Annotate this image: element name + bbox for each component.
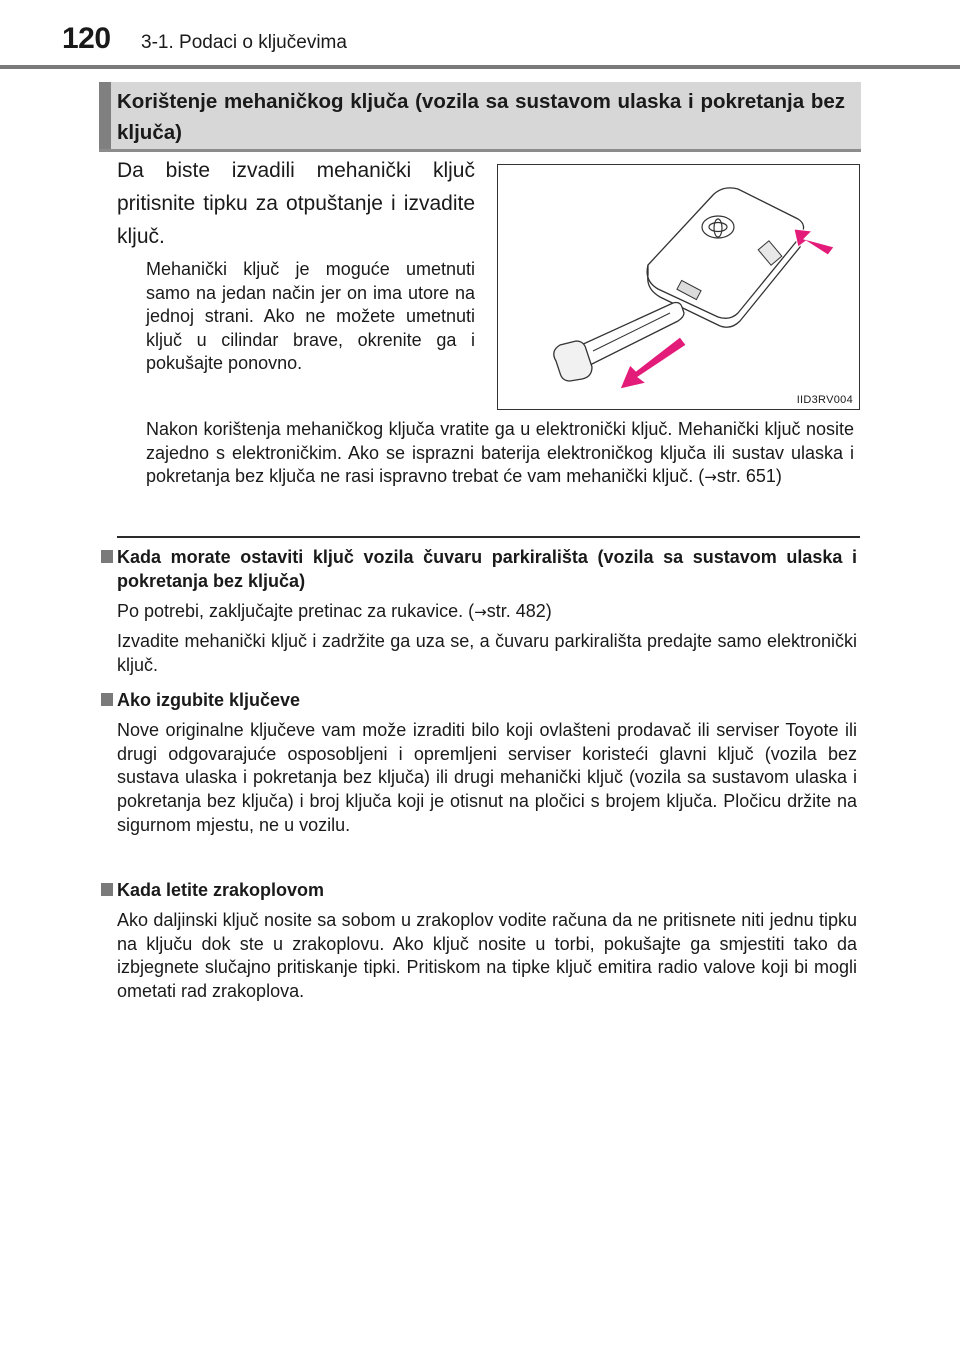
section-title-accent-bar xyxy=(99,82,111,149)
item-heading xyxy=(101,879,857,903)
glovebox-page-ref[interactable]: str. 482) xyxy=(486,600,552,621)
page-number: 120 xyxy=(62,22,111,55)
item-parking-attendant xyxy=(101,546,857,678)
item-air-travel xyxy=(101,879,857,1004)
bullet-square-icon xyxy=(101,883,113,896)
insertion-note: Mehanički ključ je moguće umetnuti samo na jedan način jer on ima utore na jednoj strani. Ako ne možete umetnuti ključ u cilindar brave, okrenite ga i pokušajte ponovno. xyxy=(146,259,475,373)
bullet-square-icon xyxy=(101,550,113,563)
item-paragraph-text: Po potrebi, zaključajte pretinac za rukavice. ( xyxy=(117,600,475,621)
item-heading-text: Kada letite zrakoplovom xyxy=(117,880,325,900)
section-title-box xyxy=(99,82,861,152)
usage-note-text: Nakon korištenja mehaničkog ključa vratite ga u elektronički ključ. Mehanički ključ nosite zajedno s elektroničkim. Ako se isprazni baterija elektroničkog ključa ili sustav ulaska i pokretanja bez ključa ne rasi ispravno trebat će vam mehanički ključ. ( xyxy=(146,419,854,486)
key-fob-body xyxy=(647,188,803,318)
usage-note-page-ref[interactable]: str. 651) xyxy=(716,466,782,486)
item-lost-keys xyxy=(101,689,857,838)
usage-note xyxy=(146,418,854,490)
running-head: 3-1. Podaci o ključevima xyxy=(141,32,347,53)
smart-key-drawing xyxy=(498,165,858,408)
intro-instruction: Da biste izvadili mehanički ključ pritisnite tipku za otpuštanje i izvadite ključ. xyxy=(117,159,475,248)
key-illustration xyxy=(497,164,860,410)
section-divider xyxy=(117,536,860,538)
item-paragraph: Ako daljinski ključ nosite sa sobom u zrakoplov vodite računa da ne pritisnete niti jednu tipku na ključu dok ste u zrakoplovu. Ako ključ nosite u torbi, pokušajte ga smjestiti tako da izbjegnete slučajno pritiskanje tipki. Pritiskom na tipke ključ emitira radio valove koji bi mogli ometati rad zrakoplova. xyxy=(117,909,857,1002)
bullet-square-icon xyxy=(101,693,113,706)
header-rule xyxy=(0,65,960,69)
figure-code: IID3RV004 xyxy=(796,394,853,406)
item-paragraph xyxy=(117,600,857,625)
item-heading xyxy=(101,689,857,713)
item-paragraph: Nove originalne ključeve vam može izraditi bilo koji ovlašteni prodavač ili serviser Toyote ili drugi odgovarajuće osposobljeni i opremljeni serviser koristeći glavni ključ (vozila bez sustava ulaska i pokretanja bez ključa) ili drugi mehanički ključ (vozila sa sustavom ulaska i pokretanja bez ključa) i broj ključa koji je otisnut na pločici s brojem ključa. Pločicu držite na sigurnom mjestu, ne u vozilu. xyxy=(117,719,857,835)
reference-arrow-icon: → xyxy=(474,602,487,621)
item-paragraph: Izvadite mehanički ključ i zadržite ga uza se, a čuvaru parkirališta predajte samo elektronički ključ. xyxy=(117,631,857,676)
mechanical-key-groove xyxy=(593,313,670,351)
item-heading-text: Kada morate ostaviti ključ vozila čuvaru parkirališta (vozila sa sustavom ulaska i pokretanja bez ključa) xyxy=(117,547,857,591)
reference-arrow-icon: → xyxy=(704,468,717,486)
item-heading-text: Ako izgubite ključeve xyxy=(117,690,301,710)
press-arrow-icon xyxy=(794,229,834,255)
section-title: Korištenje mehaničkog ključa (vozila sa sustavom ulaska i pokretanja bez ključa) xyxy=(117,90,845,144)
item-heading xyxy=(101,546,857,594)
